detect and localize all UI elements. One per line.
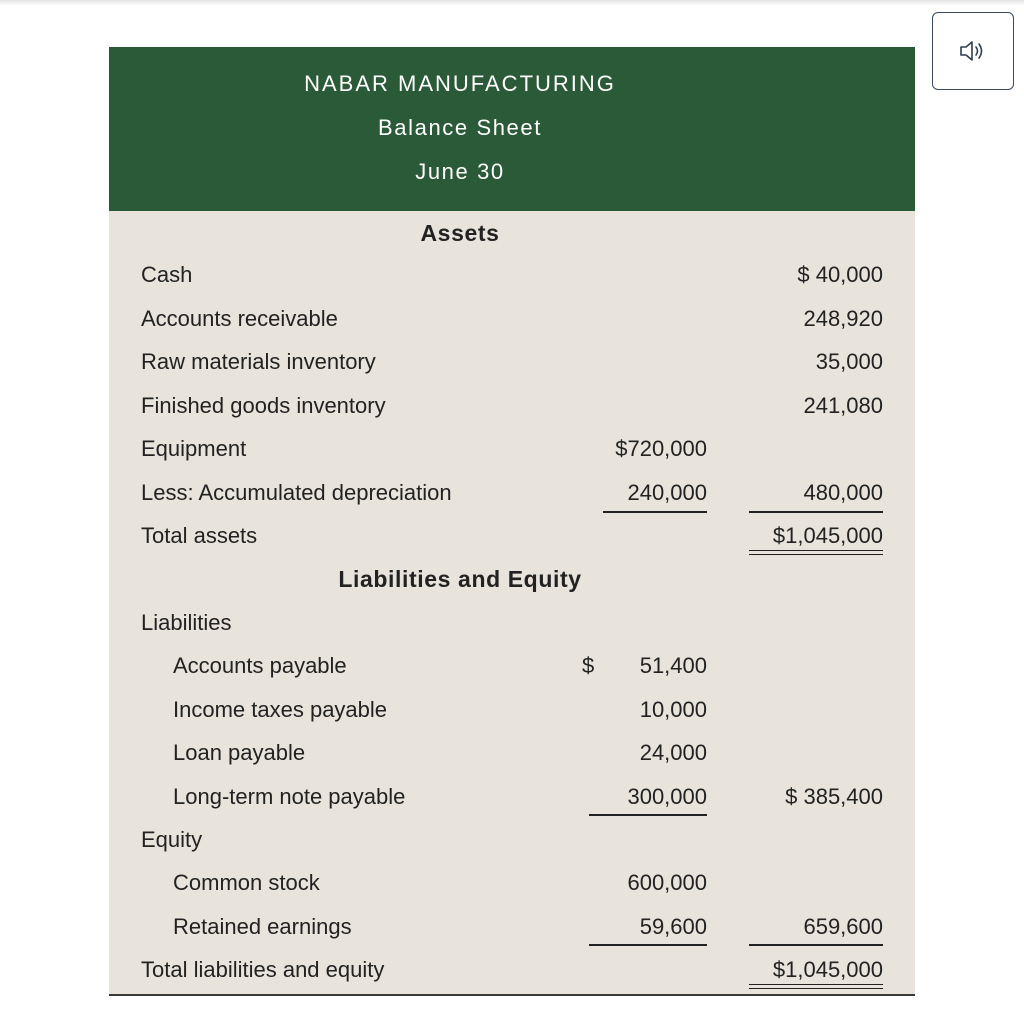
row-label: Common stock: [173, 870, 320, 895]
total-liabilities-equity-amount: $1,045,000: [772, 957, 883, 982]
row-amount: 51,400: [639, 653, 707, 678]
subtotal-underline: [749, 944, 883, 946]
subtotal-underline: [603, 511, 707, 513]
row-label: Total liabilities and equity: [141, 957, 385, 982]
row-label: Long-term note payable: [173, 784, 406, 809]
assets-heading: Assets: [420, 220, 500, 246]
dollar-sign: $: [582, 653, 595, 678]
table-row: [109, 827, 915, 861]
table-row: [109, 740, 915, 774]
row-label: Cash: [141, 262, 193, 287]
table-row: [109, 610, 915, 644]
audio-button[interactable]: [932, 12, 1014, 90]
table-row: [109, 349, 915, 383]
row-amount: 248,920: [803, 306, 883, 331]
row-amount: 10,000: [639, 697, 707, 722]
row-amount: $ 40,000: [797, 262, 883, 287]
statement-date: June 30: [415, 159, 505, 184]
speaker-icon: [958, 38, 988, 64]
company-name: NABAR MANUFACTURING: [304, 71, 616, 96]
total-equity-amount: 659,600: [803, 914, 883, 939]
row-label: Total assets: [141, 523, 258, 548]
total-double-underline: [749, 984, 883, 989]
subtotal-underline: [589, 814, 707, 816]
row-amount: $720,000: [615, 436, 707, 461]
row-amount: 600,000: [627, 870, 707, 895]
table-row: [109, 870, 915, 904]
row-amount: 300,000: [627, 784, 707, 809]
row-amount: 241,080: [803, 393, 883, 418]
row-label: Less: Accumulated depreciation: [141, 480, 452, 505]
table-row: [109, 480, 915, 514]
row-label: Accounts payable: [173, 653, 347, 678]
row-amount: 59,600: [639, 914, 707, 939]
statement-title: Balance Sheet: [378, 115, 542, 140]
row-label: Accounts receivable: [141, 306, 338, 331]
row-label: Equipment: [141, 436, 247, 461]
table-row: [109, 653, 915, 687]
row-label: Raw materials inventory: [141, 349, 376, 374]
top-shadow: [0, 0, 1024, 6]
total-double-underline: [749, 550, 883, 555]
table-row: [109, 784, 915, 818]
subtotal-underline: [749, 511, 883, 513]
table-row: [109, 262, 915, 296]
row-label: Retained earnings: [173, 914, 352, 939]
row-amount: 24,000: [639, 740, 707, 765]
group-label: Liabilities: [141, 610, 232, 635]
table-row: [109, 306, 915, 340]
group-label: Equity: [141, 827, 203, 852]
table-row: [109, 697, 915, 731]
table-row: [109, 914, 915, 948]
table-row: [109, 436, 915, 470]
row-amount: 35,000: [815, 349, 883, 374]
row-label: Finished goods inventory: [141, 393, 386, 418]
liabilities-equity-heading: Liabilities and Equity: [338, 566, 582, 592]
subtotal-underline: [589, 944, 707, 946]
total-liabilities-amount: $ 385,400: [785, 784, 883, 809]
table-row: [109, 393, 915, 427]
total-assets-amount: $1,045,000: [772, 523, 883, 548]
row-label: Income taxes payable: [173, 697, 388, 722]
row-label: Loan payable: [173, 740, 306, 765]
row-net-amount: 480,000: [803, 480, 883, 505]
row-amount: 240,000: [627, 480, 707, 505]
balance-sheet: [109, 47, 915, 996]
sheet-header: [109, 47, 915, 211]
